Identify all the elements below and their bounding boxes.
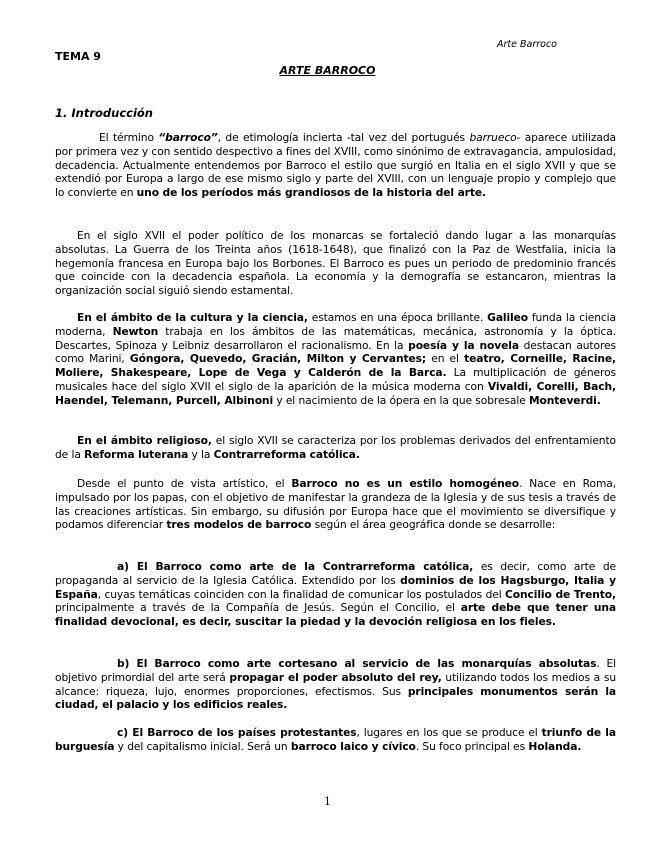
paragraph-model-a: a) El Barroco como arte de la Contrarreforma católica, es decir, como arte de propaganda al servicio de la Iglesia Católica. Extendido por los dominios de los Hagsburgo, Italia y España, cuyas temáticas coinciden con la finalidad de comunicar los postulados del Concilio de Trento, principalmente a través de la Compañía de Jesús. Según el Concilio, el arte debe que tener una finalidad devocional, es decir, suscitar la piedad y la devoción religiosa en los fieles. xyxy=(55,560,616,629)
paragraph-intro: El término “barroco”, de etimología incierta -tal vez del portugués barrueco- aparece utilizada por primera vez y con sentido despectivo a fines del XVIII, como sinónimo de extravagancia, ampulosidad, decadencia. Actualmente entendemos por Barroco el estilo que surgió en Italia en el siglo XVII y que se extendió por Europa a largo de ese mismo siglo y parte del XVIII, con un lenguaje propio y complejo que lo convierte en uno de los períodos más grandiosos de la historia del arte. xyxy=(55,131,616,200)
paragraph-model-b: b) El Barroco como arte cortesano al servicio de las monarquías absolutas. El objetivo primordial del arte será propagar el poder absoluto del rey, utilizando todos los medios a su alcance: riqueza, lujo, enormes proporciones, efectismos. Sus principales monumentos serán la ciudad, el palacio y los edificios reales. xyxy=(55,657,617,712)
paragraph-politics: En el siglo XVII el poder político de los monarcas se fortaleció dando lugar a las monarquías absolutas. La Guerra de los Treinta años (1618-1648), que finalizó con la Paz de Westfalia, inicia la hegemonía francesa en Europa bajo los Borbones. El Barroco es pues un periodo de predominio francés que coincide con la decadencia española. La economía y la demografía se estancaron, mientras la organización social siguió siendo estamental. xyxy=(55,229,616,298)
paragraph-culture: En el ámbito de la cultura y la ciencia, estamos en una época brillante. Galileo funda la ciencia moderna, Newton trabaja en los ámbitos de las matemáticas, mecánica, astronomía y la óptica. Descartes, Spinoza y Leibniz desarrollaron el racionalismo. En la poesía y la novela destacan autores como Marini, Góngora, Quevedo, Gracián, Milton y Cervantes; en el teatro, Corneille, Racine, Moliere, Shakespeare, Lope de Vega y Calderón de la Barca. La multiplicación de géneros musicales hace del siglo XVII el siglo de la aparición de la música moderna con Vivaldi, Corelli, Bach, Haendel, Telemann, Purcell, Albinoni y el nacimiento de la ópera en la que sobresale Monteverdi. xyxy=(55,311,616,407)
tema-label: TEMA 9 xyxy=(55,50,101,63)
paragraph-religion: En el ámbito religioso, el siglo XVII se caracteriza por los problemas derivados del enfrentamiento de la Reforma luterana y la Contrarreforma católica. xyxy=(55,434,616,461)
page-title: ARTE BARROCO xyxy=(279,64,376,77)
running-header: Arte Barroco xyxy=(497,39,557,50)
paragraph-model-c: c) El Barroco de los países protestantes, lugares en los que se produce el triunfo de la burguesía y del capitalismo inicial. Será un barroco laico y cívico. Su foco principal es Holanda. xyxy=(55,726,616,753)
paragraph-art: Desde el punto de vista artístico, el Barroco no es un estilo homogéneo. Nace en Roma, impulsado por los papas, con el objetivo de manifestar la grandeza de la Iglesia y de sus tesis a través de las creaciones artísticas. Sin embargo, su difusión por Europa hace que el movimiento se diversifique y podamos diferenciar tres modelos de barroco según el área geográfica donde se desarrolle: xyxy=(55,477,617,532)
page-number: 1 xyxy=(324,795,331,808)
section-heading: 1. Introducción xyxy=(55,106,153,120)
